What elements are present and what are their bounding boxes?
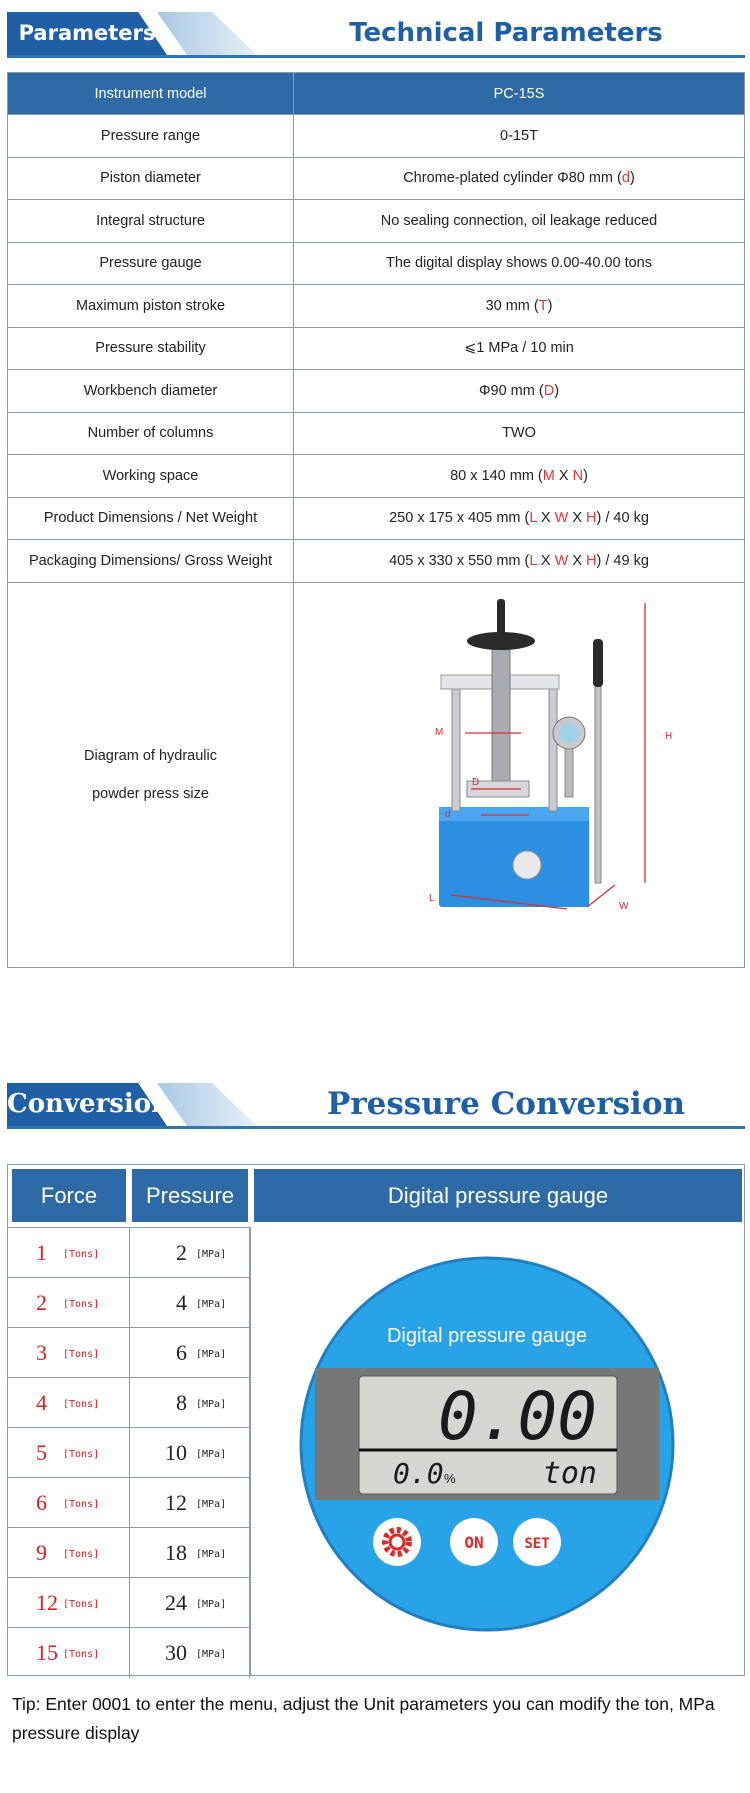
- diagram-label: [8, 582, 294, 967]
- row-label: Pressure stability: [8, 327, 294, 370]
- value-text: The digital display shows 0.00-40.00 tons: [386, 255, 652, 272]
- pressure-value: 30: [165, 1640, 187, 1665]
- section-title: Pressure Conversion: [326, 1086, 686, 1122]
- pressure-unit: [MPa]: [196, 1499, 227, 1510]
- dimension-marker: L: [529, 510, 537, 527]
- force-unit: [Tons]: [63, 1499, 100, 1510]
- header-force: Force: [12, 1169, 126, 1222]
- table-row: [8, 370, 745, 413]
- marker-M: M: [435, 726, 444, 738]
- header-gauge: Digital pressure gauge: [254, 1169, 742, 1222]
- section-header-conversion: [7, 1083, 745, 1129]
- release-knob: [513, 851, 541, 879]
- pressure-unit: [MPa]: [196, 1349, 227, 1360]
- force-value: 9: [36, 1540, 47, 1565]
- force-cell: [8, 1627, 130, 1678]
- force-cell: [8, 1477, 130, 1528]
- conversion-row: [8, 1527, 250, 1578]
- row-value: [294, 200, 745, 243]
- pressure-cell: [130, 1377, 250, 1428]
- pressure-unit: [MPa]: [196, 1299, 227, 1310]
- value-text: 30 mm (: [485, 297, 539, 314]
- set-button-label[interactable]: SET: [524, 1536, 550, 1552]
- value-text: 405 x 330 x 550 mm (: [389, 552, 530, 569]
- row-value: [294, 115, 745, 158]
- pressure-unit: [MPa]: [196, 1549, 227, 1560]
- pressure-value: 8: [176, 1390, 187, 1415]
- force-unit: [Tons]: [63, 1449, 100, 1460]
- value-text: ): [583, 467, 588, 484]
- dimension-marker: W: [554, 510, 569, 527]
- row-label: Working space: [8, 455, 294, 498]
- table-row: [8, 497, 745, 540]
- conversion-row: [8, 1627, 250, 1678]
- gauge-percent: 0.0: [393, 1457, 444, 1490]
- row-label: Integral structure: [8, 200, 294, 243]
- value-text: X: [536, 510, 555, 527]
- header-underline: [7, 55, 745, 58]
- diagram-cell: [294, 582, 745, 967]
- row-label: Pressure gauge: [8, 242, 294, 285]
- dimension-marker: d: [621, 170, 630, 187]
- pressure-value: 10: [165, 1440, 187, 1465]
- tech-table-body: [8, 115, 745, 583]
- row-label: Pressure range: [8, 115, 294, 158]
- pressure-unit: [MPa]: [196, 1249, 227, 1260]
- diagram-label-line2: powder press size: [92, 785, 209, 802]
- pressure-cell: [130, 1477, 250, 1528]
- force-value: 1: [36, 1240, 47, 1265]
- table-row: [8, 242, 745, 285]
- diagram-label-line1: Diagram of hydraulic: [84, 747, 217, 764]
- pressure-value: 12: [165, 1490, 187, 1515]
- row-label: Number of columns: [8, 412, 294, 455]
- gauge-stem: [565, 749, 573, 797]
- conversion-row: [8, 1327, 250, 1378]
- value-text: No sealing connection, oil leakage reduced: [380, 212, 658, 229]
- marker-d: d: [445, 808, 451, 820]
- value-text: ) / 49 kg: [596, 552, 649, 569]
- hydraulic-press-illustration: [369, 583, 673, 967]
- header-value: PC-15S: [294, 73, 745, 115]
- force-value: 12: [36, 1590, 58, 1615]
- value-text: Φ90 mm (: [478, 382, 544, 399]
- on-button-label[interactable]: ON: [464, 1533, 484, 1552]
- pressure-unit: [MPa]: [196, 1599, 227, 1610]
- pressure-cell: [130, 1227, 250, 1278]
- row-label: Workbench diameter: [8, 370, 294, 413]
- press-diagram: [369, 583, 673, 967]
- force-cell: [8, 1227, 130, 1278]
- technical-parameters-table: [7, 72, 745, 968]
- dimension-marker: W: [554, 552, 569, 569]
- force-cell: [8, 1527, 130, 1578]
- row-value: [294, 455, 745, 498]
- dimension-marker: D: [543, 382, 555, 399]
- dimension-marker: N: [572, 467, 584, 484]
- dimension-marker: H: [586, 552, 597, 569]
- row-label: Maximum piston stroke: [8, 285, 294, 328]
- header-pressure: Pressure: [132, 1169, 248, 1222]
- value-text: ) / 40 kg: [596, 510, 649, 527]
- force-cell: [8, 1327, 130, 1378]
- table-row: [8, 200, 745, 243]
- table-row: [8, 540, 745, 583]
- pressure-unit: [MPa]: [196, 1449, 227, 1460]
- pressure-value: 2: [176, 1240, 187, 1265]
- on-button[interactable]: [450, 1518, 498, 1566]
- gear-button-bg[interactable]: [373, 1518, 421, 1566]
- row-label: Product Dimensions / Net Weight: [8, 497, 294, 540]
- press-base-top: [439, 807, 589, 821]
- force-unit: [Tons]: [63, 1399, 100, 1410]
- conversion-row: [8, 1277, 250, 1328]
- tip-text: Tip: Enter 0001 to enter the menu, adjust the Unit parameters you can modify the ton, MPa pressure display: [12, 1694, 715, 1743]
- conversion-row: [8, 1477, 250, 1528]
- pressure-cell: [130, 1427, 250, 1478]
- table-row: [8, 455, 745, 498]
- value-text: 0-15T: [500, 127, 538, 144]
- value-text: X: [536, 552, 555, 569]
- gauge-percent-sign: %: [444, 1471, 456, 1486]
- table-row: [8, 412, 745, 455]
- column-right: [549, 683, 557, 811]
- marker-L: L: [429, 892, 435, 904]
- marker-D: D: [472, 776, 480, 788]
- digital-pressure-gauge: [297, 1254, 677, 1634]
- force-cell: [8, 1277, 130, 1328]
- header-underline: [7, 1126, 745, 1129]
- section-title: Technical Parameters: [349, 18, 663, 48]
- lever-grip: [593, 639, 603, 687]
- header-tab-fade: [157, 1083, 257, 1126]
- value-text: TWO: [502, 425, 536, 442]
- table-row: [8, 115, 745, 158]
- value-text: ⩽1 MPa / 10 min: [464, 340, 574, 357]
- diagram-row: [8, 582, 745, 967]
- conversion-row: [8, 1427, 250, 1478]
- section-tab-label: Parameters: [18, 21, 156, 45]
- gauge-unit: ton: [542, 1456, 597, 1491]
- column-left: [452, 683, 460, 811]
- value-text: X: [568, 552, 587, 569]
- header-label: Instrument model: [8, 73, 294, 115]
- force-unit: [Tons]: [63, 1599, 100, 1610]
- row-value: [294, 497, 745, 540]
- screw: [492, 643, 510, 793]
- handwheel-grip: [497, 599, 505, 639]
- pressure-unit: [MPa]: [196, 1399, 227, 1410]
- pressure-value: 18: [165, 1540, 187, 1565]
- force-value: 6: [36, 1490, 47, 1515]
- dimension-marker: L: [529, 552, 537, 569]
- force-value: 2: [36, 1290, 47, 1315]
- force-cell: [8, 1577, 130, 1628]
- conversion-row: [8, 1577, 250, 1628]
- force-value: 15: [36, 1640, 58, 1665]
- header-tab-fade: [157, 12, 257, 55]
- value-text: X: [568, 510, 587, 527]
- section-tab-label: Conversion: [7, 1089, 171, 1119]
- pressure-cell: [130, 1577, 250, 1628]
- pressure-cell: [130, 1327, 250, 1378]
- dimension-marker: T: [538, 297, 548, 314]
- value-text: 80 x 140 mm (: [450, 467, 543, 484]
- row-value: [294, 242, 745, 285]
- row-value: [294, 157, 745, 200]
- force-unit: [Tons]: [63, 1649, 100, 1660]
- row-value: [294, 327, 745, 370]
- table-header-row: [8, 73, 745, 115]
- gear-button[interactable]: [373, 1518, 421, 1566]
- row-label: Piston diameter: [8, 157, 294, 200]
- force-unit: [Tons]: [63, 1299, 100, 1310]
- gauge-title: Digital pressure gauge: [386, 1325, 588, 1347]
- section-header-parameters: [7, 12, 745, 58]
- pressure-cell: [130, 1277, 250, 1328]
- force-value: 5: [36, 1440, 47, 1465]
- row-label: Packaging Dimensions/ Gross Weight: [8, 540, 294, 583]
- row-value: [294, 540, 745, 583]
- value-text: ): [554, 382, 560, 399]
- force-cell: [8, 1427, 130, 1478]
- marker-W: W: [619, 900, 629, 912]
- dimension-marker: H: [586, 510, 597, 527]
- pressure-unit: [MPa]: [196, 1649, 227, 1660]
- table-row: [8, 157, 745, 200]
- value-text: 250 x 175 x 405 mm (: [389, 510, 530, 527]
- row-value: [294, 285, 745, 328]
- pressure-cell: [130, 1627, 250, 1678]
- conversion-row: [8, 1377, 250, 1428]
- value-text: ): [547, 297, 553, 314]
- marker-H: H: [665, 730, 673, 742]
- dimension-marker: M: [542, 467, 555, 484]
- conversion-row: [8, 1227, 250, 1278]
- mini-gauge-face: [559, 723, 579, 743]
- force-value: 3: [36, 1340, 47, 1365]
- value-text: X: [554, 467, 573, 484]
- arrow-W: [587, 885, 615, 907]
- press-base: [439, 807, 589, 907]
- value-text: Chrome-plated cylinder Φ80 mm (: [403, 170, 622, 187]
- row-value: [294, 412, 745, 455]
- pressure-value: 6: [176, 1340, 187, 1365]
- force-unit: [Tons]: [63, 1349, 100, 1360]
- pressure-value: 24: [165, 1590, 187, 1615]
- gauge-reading: 0.00: [438, 1378, 597, 1455]
- force-cell: [8, 1377, 130, 1428]
- table-row: [8, 327, 745, 370]
- force-unit: [Tons]: [63, 1249, 100, 1260]
- value-text: ): [629, 170, 635, 187]
- force-unit: [Tons]: [63, 1549, 100, 1560]
- column-divider: [250, 1227, 251, 1676]
- pressure-cell: [130, 1527, 250, 1578]
- set-button[interactable]: [513, 1518, 561, 1566]
- force-value: 4: [36, 1390, 47, 1415]
- row-value: [294, 370, 745, 413]
- table-row: [8, 285, 745, 328]
- pressure-value: 4: [176, 1290, 187, 1315]
